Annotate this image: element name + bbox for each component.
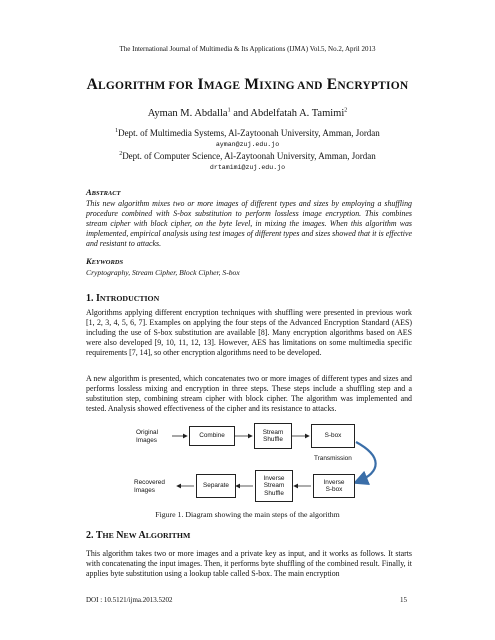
label-recovered-images: Recovered Images bbox=[134, 479, 165, 494]
box-inverse-stream-shuffle: Inverse Stream Shuffle bbox=[255, 470, 293, 502]
intro-paragraph-1: Algorithms applying different encryption techniques with shuffling were presented in previous work [1, 2, 3, 4, 5, 6, 7]. Examples on applying the four steps of the Advanced Encryption Standard (AES) including the use of S-box substitution are available [8]. Many encryption algorithms based on AES were also developed [9, 10, 11, 12, 13]. However, AES has limitations on some multimedia specific requirements [7, 14], so other encryption algorithms need to be developed. bbox=[86, 308, 412, 358]
author-list: Ayman M. Abdalla$^1$ and Abdelfatah A. Tamimi$^2$ bbox=[147, 107, 348, 119]
section-heading-new-algorithm: 2. THE NEW ALGORITHM bbox=[86, 530, 191, 541]
footer-doi: DOI : 10.5121/ijma.2013.5202 bbox=[86, 596, 173, 604]
label-original-images: Original Images bbox=[136, 429, 159, 444]
author-name: Abdelfatah A. Tamimi bbox=[250, 108, 345, 119]
section-heading-introduction: 1. INTRODUCTION bbox=[86, 293, 160, 304]
box-combine: Combine bbox=[189, 426, 235, 446]
figure-caption: Figure 1. Diagram showing the main steps of the algorithm bbox=[155, 510, 340, 519]
email-1: ayman@zuj.edu.jo bbox=[215, 141, 280, 148]
email-2: drtamimi@zuj.edu.jo bbox=[209, 164, 286, 171]
journal-header: The International Journal of Multimedia & Its Applications (IJMA) Vol.5, No.2, April 2013 bbox=[119, 45, 376, 53]
author-name: Ayman M. Abdalla bbox=[147, 108, 228, 119]
box-sbox: S-box bbox=[311, 424, 355, 448]
paper-title: ALGORITHM FOR IMAGE MIXING AND ENCRYPTION bbox=[86, 76, 409, 93]
page-number: 15 bbox=[400, 596, 407, 604]
abstract-heading: ABSTRACT bbox=[86, 187, 121, 197]
intro-paragraph-2: A new algorithm is presented, which concatenates two or more images of different types and sizes and performs lossless mixing and encryption in three steps. These steps include a shuffling step and a substitution step, combining stream cipher with block cipher. The algorithm was implemented and tested. Analysis showed effectiveness of the cipher and its resistance to attacks. bbox=[86, 374, 412, 414]
box-stream-shuffle: Stream Shuffle bbox=[254, 423, 292, 449]
keywords-heading: KEYWORDS bbox=[86, 256, 124, 266]
affiliation-1: $^1$Dept. of Multimedia Systems, Al-Zaytoonah University, Amman, Jordan bbox=[115, 128, 380, 138]
label-transmission: Transmission bbox=[314, 455, 352, 462]
algorithm-diagram bbox=[134, 420, 378, 508]
algorithm-paragraph: This algorithm takes two or more images and a private key as input, and it works as follows. It starts with concatenating the input images. Then, it performs byte shuffling of the combined result. Finally, it applies byte substitution using a lookup table called S-box. The main encryption bbox=[86, 549, 412, 579]
box-inverse-sbox: Inverse S-box bbox=[313, 474, 355, 498]
box-separate: Separate bbox=[196, 474, 236, 498]
abstract-text: This new algorithm mixes two or more images of different types and sizes by employing a shuffling procedure combined with S-box substitution to perform lossless image encryption. This combines stream cipher with block cipher, on the byte level, in mixing the images. When this algorithm was implemented, empirical analysis using test images of different types and sizes showed that it is effective and resistant to attacks. bbox=[86, 199, 412, 249]
affiliation-2: $^2$Dept. of Computer Science, Al-Zaytoonah University, Amman, Jordan bbox=[119, 151, 376, 161]
transmission-arrow bbox=[356, 442, 376, 482]
keywords-text: Cryptography, Stream Cipher, Block Cipher, S-box bbox=[86, 268, 240, 277]
